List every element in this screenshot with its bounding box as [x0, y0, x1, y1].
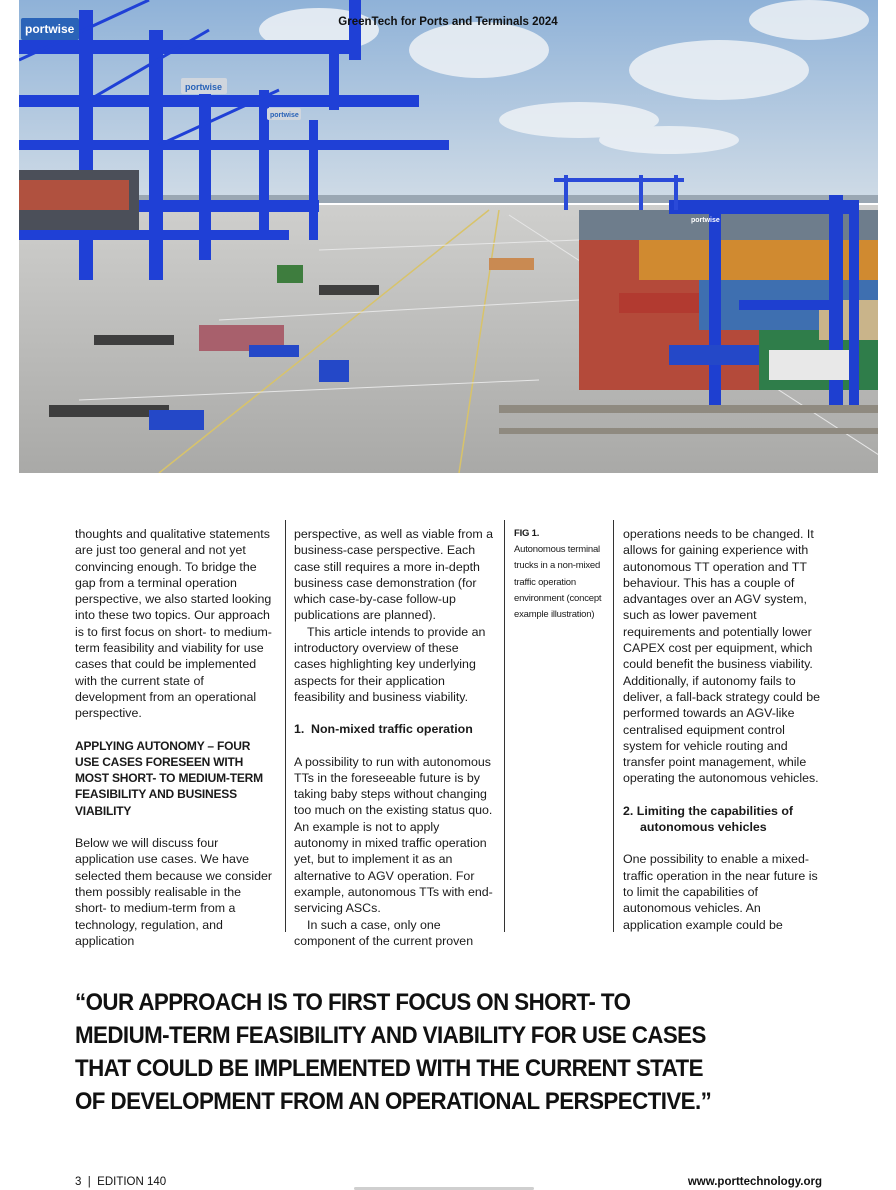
body-paragraph: This article intends to provide an introductory overview of these cases highlighting key underlying aspects for their application feasibility and business viability. — [294, 624, 486, 704]
pull-quote: “OUR APPROACH IS TO FIRST FOCUS ON SHORT- TO MEDIUM-TERM FEASIBILITY AND VIABILITY FOR USE CASES THAT COULD BE IMPLEMENTED WITH THE CURRENT STATE OF DEVELOPMENT FROM AN OPERATIONAL PERSPECTIVE.” — [75, 989, 712, 1115]
body-paragraph: thoughts and qualitative statements are just too general and not yet convincing enough. To bridge the gap from a terminal operation perspective, we also started looking into these two topics. Our approach is to first focus on short- to medium-term feasibility and viability for use cases that could be implemented with the current state of development from an operational perspective. — [75, 527, 272, 721]
text-column-4 — [623, 526, 823, 933]
brand-label: portwise — [25, 22, 75, 36]
column-divider — [504, 520, 505, 932]
section-heading-2: 2. Limiting the capabilities of autonomous vehicles — [623, 803, 794, 835]
svg-text:portwise: portwise — [185, 82, 223, 92]
body-paragraph: One possibility to enable a mixed-traffic operation in the near future is to limit the capabilities of autonomous vehicles. An application example could be — [623, 852, 818, 932]
text-column-1 — [75, 526, 275, 949]
column-divider — [613, 520, 614, 932]
body-paragraph: operations needs to be changed. It allows for gaining experience with autonomous TT operation and TT behaviour. This has a couple of advantages over an AGV system, such as lower pavement requirements and potentially lower CAPEX cost per equipment, which could benefit the business viability. Additionally, if autonomy fails to deliver, a fall-back strategy could be performed towards an AGV-like centralised equipment control system for vehicle routing and transfer point management, while operating the autonomous vehicles. — [623, 527, 820, 786]
footer-page-edition: 3 | EDITION 140 — [75, 1176, 167, 1188]
svg-text:portwise: portwise — [270, 112, 299, 119]
section-heading-1 — [294, 721, 494, 737]
section-subheading: APPLYING AUTONOMY – FOUR USE CASES FORESEEN WITH MOST SHORT- TO MEDIUM-TERM FEASIBILITY AND BUSINESS VIABILITY — [75, 738, 263, 818]
figure-caption-column — [514, 526, 606, 623]
heading-text: Non-mixed traffic operation — [311, 722, 473, 737]
hero-illustration — [19, 0, 878, 473]
heading-number: 1. — [294, 722, 305, 737]
body-paragraph: perspective, as well as viable from a business-case perspective. Each case still requires a more in-depth business case demonstration (for which case-by-case follow-up publications are planned). — [294, 527, 494, 623]
text-column-2 — [294, 526, 494, 949]
body-paragraph: Below we will discuss four application use cases. We have selected them because we consider them possibly realisable in the short- to medium-term from a technology, regulation, and application — [75, 836, 272, 948]
column-divider — [285, 520, 286, 932]
page-header-title: GreenTech for Ports and Terminals 2024 — [338, 16, 558, 28]
svg-text:portwise: portwise — [691, 217, 720, 224]
body-paragraph: A possibility to run with autonomous TTs in the foreseeable future is by taking baby steps without changing too much on the existing status quo. An example is not to apply autonomy in mixed traffic operation yet, but to implement it as an alternative to AGV operation. For example, autonomous TTs with end-servicing ASCs. — [294, 754, 493, 916]
figure-caption: Autonomous terminal trucks in a non-mixed traffic operation environment (concept example illustration) — [514, 544, 602, 621]
body-paragraph: In such a case, only one component of the current proven — [294, 917, 474, 948]
figure-label: FIG 1. — [514, 528, 540, 539]
footer-website-link[interactable]: www.porttechnology.org — [687, 1176, 822, 1188]
